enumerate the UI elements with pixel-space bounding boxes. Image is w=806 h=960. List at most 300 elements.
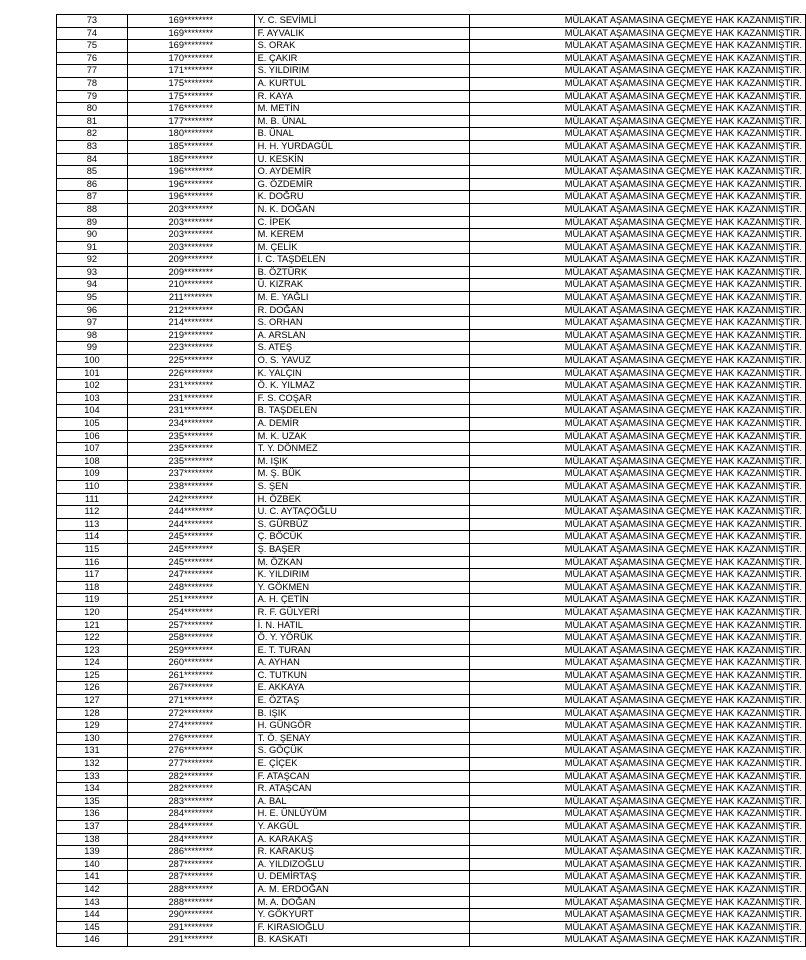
id-number-cell: 267******** [127,682,254,695]
id-number-cell: 203******** [127,241,254,254]
id-number-cell: 257******** [127,619,254,632]
candidate-name-cell: A. YILDIZOĞLU [254,858,469,871]
row-number-cell: 91 [57,241,128,254]
status-cell: MÜLAKAT AŞAMASINA GEÇMEYE HAK KAZANMIŞTIR. [469,531,805,544]
id-number-cell: 290******** [127,909,254,922]
candidate-name-cell: A. H. ÇETİN [254,594,469,607]
candidate-name-cell: F. ATAŞCAN [254,770,469,783]
id-number-cell: 291******** [127,921,254,934]
table-row [57,808,806,821]
id-number-cell: 245******** [127,556,254,569]
table-row [57,178,806,191]
status-cell: MÜLAKAT AŞAMASINA GEÇMEYE HAK KAZANMIŞTIR. [469,644,805,657]
table-row [57,581,806,594]
row-number-cell: 137 [57,821,128,834]
candidate-name-cell: N. K. DOĞAN [254,203,469,216]
id-number-cell: 259******** [127,644,254,657]
row-number-cell: 138 [57,833,128,846]
table-row [57,229,806,242]
candidate-name-cell: A. DEMİR [254,418,469,431]
status-cell: MÜLAKAT AŞAMASINA GEÇMEYE HAK KAZANMIŞTIR. [469,632,805,645]
id-number-cell: 288******** [127,883,254,896]
table-row [57,392,806,405]
status-cell: MÜLAKAT AŞAMASINA GEÇMEYE HAK KAZANMIŞTIR. [469,858,805,871]
candidate-name-cell: U. DEMİRTAŞ [254,871,469,884]
id-number-cell: 185******** [127,153,254,166]
candidate-name-cell: K. YALÇIN [254,367,469,380]
candidate-name-cell: F. S. COŞAR [254,392,469,405]
status-cell: MÜLAKAT AŞAMASINA GEÇMEYE HAK KAZANMIŞTIR. [469,506,805,519]
id-number-cell: 212******** [127,304,254,317]
status-cell: MÜLAKAT AŞAMASINA GEÇMEYE HAK KAZANMIŞTIR. [469,203,805,216]
table-row [57,77,806,90]
candidate-name-cell: B. TAŞDELEN [254,405,469,418]
id-number-cell: 225******** [127,355,254,368]
row-number-cell: 128 [57,707,128,720]
table-row [57,15,806,28]
id-number-cell: 272******** [127,707,254,720]
id-number-cell: 276******** [127,732,254,745]
table-row [57,203,806,216]
row-number-cell: 144 [57,909,128,922]
status-cell: MÜLAKAT AŞAMASINA GEÇMEYE HAK KAZANMIŞTIR. [469,367,805,380]
row-number-cell: 85 [57,166,128,179]
table-row [57,115,806,128]
status-cell: MÜLAKAT AŞAMASINA GEÇMEYE HAK KAZANMIŞTIR. [469,808,805,821]
status-cell: MÜLAKAT AŞAMASINA GEÇMEYE HAK KAZANMIŞTIR. [469,934,805,947]
row-number-cell: 106 [57,430,128,443]
status-cell: MÜLAKAT AŞAMASINA GEÇMEYE HAK KAZANMIŞTIR. [469,909,805,922]
candidate-name-cell: E. ÇAKIR [254,52,469,65]
status-cell: MÜLAKAT AŞAMASINA GEÇMEYE HAK KAZANMIŞTIR. [469,883,805,896]
candidate-name-cell: B. KASKATI [254,934,469,947]
id-number-cell: 219******** [127,329,254,342]
table-row [57,783,806,796]
table-row [57,896,806,909]
status-cell: MÜLAKAT AŞAMASINA GEÇMEYE HAK KAZANMIŞTIR. [469,329,805,342]
id-number-cell: 260******** [127,657,254,670]
candidate-name-cell: S. ŞEN [254,480,469,493]
row-number-cell: 130 [57,732,128,745]
id-number-cell: 291******** [127,934,254,947]
id-number-cell: 177******** [127,115,254,128]
row-number-cell: 135 [57,795,128,808]
table-row [57,140,806,153]
status-cell: MÜLAKAT AŞAMASINA GEÇMEYE HAK KAZANMIŞTIR. [469,720,805,733]
row-number-cell: 84 [57,153,128,166]
id-number-cell: 248******** [127,581,254,594]
row-number-cell: 86 [57,178,128,191]
row-number-cell: 87 [57,191,128,204]
status-cell: MÜLAKAT AŞAMASINA GEÇMEYE HAK KAZANMIŞTIR. [469,342,805,355]
status-cell: MÜLAKAT AŞAMASINA GEÇMEYE HAK KAZANMIŞTIR. [469,216,805,229]
status-cell: MÜLAKAT AŞAMASINA GEÇMEYE HAK KAZANMIŞTIR. [469,27,805,40]
row-number-cell: 129 [57,720,128,733]
status-cell: MÜLAKAT AŞAMASINA GEÇMEYE HAK KAZANMIŞTIR. [469,103,805,116]
row-number-cell: 111 [57,493,128,506]
id-number-cell: 251******** [127,594,254,607]
table-row [57,166,806,179]
row-number-cell: 74 [57,27,128,40]
candidate-name-cell: S. ATEŞ [254,342,469,355]
table-row [57,405,806,418]
status-cell: MÜLAKAT AŞAMASINA GEÇMEYE HAK KAZANMIŞTIR. [469,128,805,141]
row-number-cell: 113 [57,518,128,531]
table-row [57,329,806,342]
id-number-cell: 284******** [127,821,254,834]
id-number-cell: 244******** [127,518,254,531]
id-number-cell: 169******** [127,27,254,40]
status-cell: MÜLAKAT AŞAMASINA GEÇMEYE HAK KAZANMIŞTIR. [469,380,805,393]
id-number-cell: 226******** [127,367,254,380]
id-number-cell: 238******** [127,480,254,493]
status-cell: MÜLAKAT AŞAMASINA GEÇMEYE HAK KAZANMIŞTIR. [469,581,805,594]
id-number-cell: 235******** [127,443,254,456]
id-number-cell: 245******** [127,543,254,556]
table-row [57,644,806,657]
status-cell: MÜLAKAT AŞAMASINA GEÇMEYE HAK KAZANMIŞTIR. [469,606,805,619]
row-number-cell: 97 [57,317,128,330]
status-cell: MÜLAKAT AŞAMASINA GEÇMEYE HAK KAZANMIŞTIR. [469,896,805,909]
id-number-cell: 287******** [127,871,254,884]
table-row [57,833,806,846]
id-number-cell: 254******** [127,606,254,619]
status-cell: MÜLAKAT AŞAMASINA GEÇMEYE HAK KAZANMIŞTIR. [469,594,805,607]
status-cell: MÜLAKAT AŞAMASINA GEÇMEYE HAK KAZANMIŞTIR. [469,846,805,859]
results-table [56,14,806,947]
status-cell: MÜLAKAT AŞAMASINA GEÇMEYE HAK KAZANMIŞTIR. [469,556,805,569]
table-row [57,355,806,368]
status-cell: MÜLAKAT AŞAMASINA GEÇMEYE HAK KAZANMIŞTIR. [469,292,805,305]
row-number-cell: 78 [57,77,128,90]
row-number-cell: 133 [57,770,128,783]
id-number-cell: 276******** [127,745,254,758]
id-number-cell: 244******** [127,506,254,519]
status-cell: MÜLAKAT AŞAMASINA GEÇMEYE HAK KAZANMIŞTIR. [469,518,805,531]
table-row [57,128,806,141]
candidate-name-cell: U. C. AYTAÇOĞLU [254,506,469,519]
status-cell: MÜLAKAT AŞAMASINA GEÇMEYE HAK KAZANMIŞTIR. [469,392,805,405]
status-cell: MÜLAKAT AŞAMASINA GEÇMEYE HAK KAZANMIŞTIR. [469,732,805,745]
candidate-name-cell: A. KARAKAŞ [254,833,469,846]
row-number-cell: 105 [57,418,128,431]
table-row [57,846,806,859]
status-cell: MÜLAKAT AŞAMASINA GEÇMEYE HAK KAZANMIŞTIR. [469,682,805,695]
candidate-name-cell: H. E. ÜNLÜYÜM [254,808,469,821]
table-row [57,619,806,632]
status-cell: MÜLAKAT AŞAMASINA GEÇMEYE HAK KAZANMIŞTIR. [469,418,805,431]
row-number-cell: 107 [57,443,128,456]
row-number-cell: 94 [57,279,128,292]
table-row [57,858,806,871]
table-row [57,317,806,330]
table-row [57,40,806,53]
row-number-cell: 122 [57,632,128,645]
table-row [57,216,806,229]
status-cell: MÜLAKAT AŞAMASINA GEÇMEYE HAK KAZANMIŞTIR. [469,795,805,808]
status-cell: MÜLAKAT AŞAMASINA GEÇMEYE HAK KAZANMIŞTIR. [469,279,805,292]
status-cell: MÜLAKAT AŞAMASINA GEÇMEYE HAK KAZANMIŞTIR. [469,65,805,78]
row-number-cell: 76 [57,52,128,65]
row-number-cell: 145 [57,921,128,934]
status-cell: MÜLAKAT AŞAMASINA GEÇMEYE HAK KAZANMIŞTIR. [469,52,805,65]
candidate-name-cell: T. Ö. ŞENAY [254,732,469,745]
status-cell: MÜLAKAT AŞAMASINA GEÇMEYE HAK KAZANMIŞTIR. [469,493,805,506]
row-number-cell: 92 [57,254,128,267]
candidate-name-cell: R. DOĞAN [254,304,469,317]
table-row [57,632,806,645]
table-row [57,380,806,393]
status-cell: MÜLAKAT AŞAMASINA GEÇMEYE HAK KAZANMIŞTIR. [469,833,805,846]
row-number-cell: 127 [57,695,128,708]
candidate-name-cell: C. İPEK [254,216,469,229]
candidate-name-cell: M. IŞIK [254,455,469,468]
row-number-cell: 104 [57,405,128,418]
status-cell: MÜLAKAT AŞAMASINA GEÇMEYE HAK KAZANMIŞTIR. [469,543,805,556]
table-row [57,468,806,481]
candidate-name-cell: Ş. BAŞER [254,543,469,556]
table-row [57,27,806,40]
row-number-cell: 79 [57,90,128,103]
id-number-cell: 203******** [127,229,254,242]
id-number-cell: 169******** [127,40,254,53]
candidate-name-cell: M. B. ÜNAL [254,115,469,128]
id-number-cell: 242******** [127,493,254,506]
candidate-name-cell: M. KEREM [254,229,469,242]
candidate-name-cell: M. K. UZAK [254,430,469,443]
table-row [57,367,806,380]
id-number-cell: 235******** [127,455,254,468]
table-row [57,531,806,544]
table-row [57,606,806,619]
status-cell: MÜLAKAT AŞAMASINA GEÇMEYE HAK KAZANMIŞTIR. [469,15,805,28]
id-number-cell: 203******** [127,203,254,216]
row-number-cell: 102 [57,380,128,393]
row-number-cell: 139 [57,846,128,859]
candidate-name-cell: R. ATAŞCAN [254,783,469,796]
row-number-cell: 117 [57,569,128,582]
id-number-cell: 288******** [127,896,254,909]
candidate-name-cell: A. AYHAN [254,657,469,670]
status-cell: MÜLAKAT AŞAMASINA GEÇMEYE HAK KAZANMIŞTIR. [469,443,805,456]
candidate-name-cell: H. H. YURDAGÜL [254,140,469,153]
id-number-cell: 209******** [127,266,254,279]
candidate-name-cell: M. A. DOĞAN [254,896,469,909]
status-cell: MÜLAKAT AŞAMASINA GEÇMEYE HAK KAZANMIŞTIR. [469,770,805,783]
table-row [57,795,806,808]
status-cell: MÜLAKAT AŞAMASINA GEÇMEYE HAK KAZANMIŞTIR. [469,758,805,771]
id-number-cell: 223******** [127,342,254,355]
id-number-cell: 237******** [127,468,254,481]
table-row [57,430,806,443]
row-number-cell: 120 [57,606,128,619]
candidate-name-cell: E. ÖZTAŞ [254,695,469,708]
id-number-cell: 274******** [127,720,254,733]
row-number-cell: 121 [57,619,128,632]
table-row [57,745,806,758]
table-row [57,909,806,922]
status-cell: MÜLAKAT AŞAMASINA GEÇMEYE HAK KAZANMIŞTIR. [469,77,805,90]
status-cell: MÜLAKAT AŞAMASINA GEÇMEYE HAK KAZANMIŞTIR. [469,153,805,166]
candidate-name-cell: M. METİN [254,103,469,116]
row-number-cell: 108 [57,455,128,468]
row-number-cell: 119 [57,594,128,607]
id-number-cell: 245******** [127,531,254,544]
status-cell: MÜLAKAT AŞAMASINA GEÇMEYE HAK KAZANMIŞTIR. [469,355,805,368]
id-number-cell: 247******** [127,569,254,582]
row-number-cell: 126 [57,682,128,695]
row-number-cell: 82 [57,128,128,141]
row-number-cell: 136 [57,808,128,821]
table-row [57,556,806,569]
table-row [57,443,806,456]
table-row [57,90,806,103]
row-number-cell: 77 [57,65,128,78]
row-number-cell: 114 [57,531,128,544]
candidate-name-cell: Ö. Y. YÖRÜK [254,632,469,645]
row-number-cell: 115 [57,543,128,556]
row-number-cell: 140 [57,858,128,871]
table-row [57,52,806,65]
candidate-name-cell: B. ÜNAL [254,128,469,141]
status-cell: MÜLAKAT AŞAMASINA GEÇMEYE HAK KAZANMIŞTIR. [469,178,805,191]
table-row [57,241,806,254]
status-cell: MÜLAKAT AŞAMASINA GEÇMEYE HAK KAZANMIŞTIR. [469,619,805,632]
candidate-name-cell: B. ÖZTÜRK [254,266,469,279]
row-number-cell: 73 [57,15,128,28]
candidate-name-cell: Y. GÖKMEN [254,581,469,594]
table-row [57,695,806,708]
table-row [57,266,806,279]
results-table-body [57,15,806,947]
id-number-cell: 209******** [127,254,254,267]
candidate-name-cell: G. ÖZDEMİR [254,178,469,191]
candidate-name-cell: S. GÜRBÜZ [254,518,469,531]
table-row [57,543,806,556]
candidate-name-cell: M. ÇELİK [254,241,469,254]
table-row [57,103,806,116]
row-number-cell: 95 [57,292,128,305]
candidate-name-cell: C. TUTKUN [254,669,469,682]
status-cell: MÜLAKAT AŞAMASINA GEÇMEYE HAK KAZANMIŞTIR. [469,657,805,670]
table-row [57,821,806,834]
candidate-name-cell: Y. GÖKYURT [254,909,469,922]
candidate-name-cell: E. AKKAYA [254,682,469,695]
row-number-cell: 75 [57,40,128,53]
status-cell: MÜLAKAT AŞAMASINA GEÇMEYE HAK KAZANMIŞTIR. [469,40,805,53]
status-cell: MÜLAKAT AŞAMASINA GEÇMEYE HAK KAZANMIŞTIR. [469,569,805,582]
candidate-name-cell: R. KAYA [254,90,469,103]
candidate-name-cell: S. ORAK [254,40,469,53]
id-number-cell: 214******** [127,317,254,330]
id-number-cell: 210******** [127,279,254,292]
row-number-cell: 100 [57,355,128,368]
candidate-name-cell: S. ORHAN [254,317,469,330]
status-cell: MÜLAKAT AŞAMASINA GEÇMEYE HAK KAZANMIŞTIR. [469,468,805,481]
id-number-cell: 171******** [127,65,254,78]
id-number-cell: 196******** [127,178,254,191]
table-row [57,279,806,292]
candidate-name-cell: R. KARAKUŞ [254,846,469,859]
row-number-cell: 99 [57,342,128,355]
id-number-cell: 176******** [127,103,254,116]
row-number-cell: 81 [57,115,128,128]
candidate-name-cell: S. GÖÇÜK [254,745,469,758]
candidate-name-cell: M. ÖZKAN [254,556,469,569]
table-row [57,153,806,166]
id-number-cell: 196******** [127,166,254,179]
candidate-name-cell: M. E. YAĞLI [254,292,469,305]
status-cell: MÜLAKAT AŞAMASINA GEÇMEYE HAK KAZANMIŞTIR. [469,229,805,242]
id-number-cell: 203******** [127,216,254,229]
candidate-name-cell: F. AYVALIK [254,27,469,40]
candidate-name-cell: A. BAL [254,795,469,808]
id-number-cell: 287******** [127,858,254,871]
id-number-cell: 284******** [127,808,254,821]
status-cell: MÜLAKAT AŞAMASINA GEÇMEYE HAK KAZANMIŞTIR. [469,480,805,493]
candidate-name-cell: F. KIRASIOĞLU [254,921,469,934]
id-number-cell: 185******** [127,140,254,153]
row-number-cell: 131 [57,745,128,758]
candidate-name-cell: U. KESKİN [254,153,469,166]
candidate-name-cell: Y. AKGÜL [254,821,469,834]
table-row [57,418,806,431]
candidate-name-cell: O. S. YAVUZ [254,355,469,368]
id-number-cell: 175******** [127,90,254,103]
table-row [57,594,806,607]
row-number-cell: 142 [57,883,128,896]
table-row [57,871,806,884]
id-number-cell: 284******** [127,833,254,846]
row-number-cell: 88 [57,203,128,216]
row-number-cell: 83 [57,140,128,153]
status-cell: MÜLAKAT AŞAMASINA GEÇMEYE HAK KAZANMIŞTIR. [469,783,805,796]
id-number-cell: 169******** [127,15,254,28]
row-number-cell: 109 [57,468,128,481]
table-row [57,506,806,519]
candidate-name-cell: K. DOĞRU [254,191,469,204]
row-number-cell: 125 [57,669,128,682]
status-cell: MÜLAKAT AŞAMASINA GEÇMEYE HAK KAZANMIŞTIR. [469,405,805,418]
status-cell: MÜLAKAT AŞAMASINA GEÇMEYE HAK KAZANMIŞTIR. [469,430,805,443]
candidate-name-cell: H. ÖZBEK [254,493,469,506]
candidate-name-cell: O. AYDEMİR [254,166,469,179]
table-row [57,682,806,695]
id-number-cell: 211******** [127,292,254,305]
table-row [57,707,806,720]
table-row [57,342,806,355]
status-cell: MÜLAKAT AŞAMASINA GEÇMEYE HAK KAZANMIŞTIR. [469,304,805,317]
id-number-cell: 277******** [127,758,254,771]
candidate-name-cell: K. YILDIRIM [254,569,469,582]
table-row [57,65,806,78]
id-number-cell: 175******** [127,77,254,90]
candidate-name-cell: M. Ş. BÜK [254,468,469,481]
table-row [57,493,806,506]
status-cell: MÜLAKAT AŞAMASINA GEÇMEYE HAK KAZANMIŞTIR. [469,140,805,153]
status-cell: MÜLAKAT AŞAMASINA GEÇMEYE HAK KAZANMIŞTIR. [469,115,805,128]
table-row [57,758,806,771]
candidate-name-cell: T. Y. DÖNMEZ [254,443,469,456]
id-number-cell: 234******** [127,418,254,431]
table-row [57,732,806,745]
candidate-name-cell: A. M. ERDOĞAN [254,883,469,896]
status-cell: MÜLAKAT AŞAMASINA GEÇMEYE HAK KAZANMIŞTIR. [469,821,805,834]
id-number-cell: 196******** [127,191,254,204]
candidate-name-cell: A. KURTUL [254,77,469,90]
status-cell: MÜLAKAT AŞAMASINA GEÇMEYE HAK KAZANMIŞTIR. [469,254,805,267]
status-cell: MÜLAKAT AŞAMASINA GEÇMEYE HAK KAZANMIŞTIR. [469,921,805,934]
